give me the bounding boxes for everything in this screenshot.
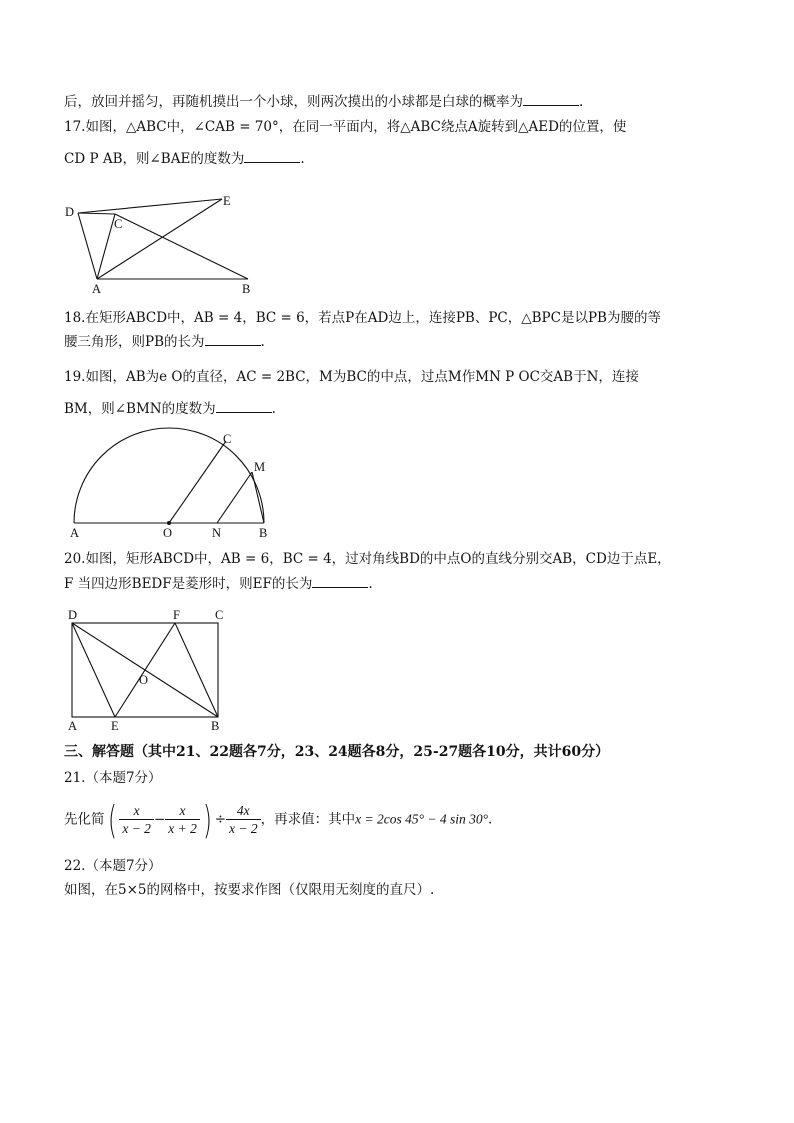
q16-text: 后，放回并摇匀，再随机摸出一个小球，则两次摸出的小球都是白球的概率为 [64, 94, 523, 110]
q18-period: . [260, 334, 265, 350]
q21-divide: ÷ [214, 811, 226, 828]
q21-left-paren: ( [107, 797, 117, 842]
q20-label-O: O [139, 673, 149, 687]
q17-line1: 17.如图，△ABC中，∠CAB = 70°，在同一平面内，将△ABC绕点A旋转到△AED的位置，使 [64, 119, 627, 135]
q20-label-C: C [215, 608, 224, 622]
q20-label-B: B [211, 719, 220, 733]
q19-line1: 19.如图，AB为e O的直径，AC = 2BC，M为BC的中点，过点M作MN P OC交AB于N，连接 [64, 369, 639, 385]
q16-tail [64, 93, 583, 111]
q20-label-D: D [68, 608, 78, 622]
q21-prefix: 先化简 [64, 811, 105, 828]
q21-fraction-2: $\frac{x}{x + 2}$ [165, 802, 200, 837]
q21-header: 21.（本题7分） [64, 770, 162, 786]
q17-period: . [300, 151, 305, 167]
q19-label-A: A [70, 526, 80, 540]
q17-line2 [64, 150, 305, 168]
q19-line2-text: BM，则∠BMN的度数为 [64, 401, 216, 417]
q20-line2 [64, 575, 373, 593]
q19-label-M: M [254, 460, 266, 474]
q18-line2 [64, 333, 265, 351]
q21-minus: − [153, 811, 166, 828]
q20-line2-text: F 当四边形BEDF是菱形时，则EF的长为 [64, 576, 313, 592]
q21-period: . [488, 811, 493, 828]
q21-fraction-3: $\frac{4x}{x - 2}$ [226, 802, 261, 837]
q19-label-O: O [163, 526, 173, 540]
q20-line1: 20.如图，矩形ABCD中，AB = 6，BC = 4，过对角线BD的中点O的直线分别交AB，CD边于点E， [64, 551, 671, 567]
q22-text: 如图，在5×5的网格中，按要求作图（仅限用无刻度的直尺）. [64, 882, 435, 898]
q22-header: 22.（本题7分） [64, 858, 162, 874]
q21-x-value: x = 2cos 45° − 4 sin 30° [355, 811, 488, 827]
q21-fraction-1: $\frac{x}{x - 2}$ [119, 802, 154, 837]
q18-line1: 18.在矩形ABCD中，AB = 4，BC = 6，若点P在AD边上，连接PB、PC，△BPC是以PB为腰的等 [64, 310, 661, 326]
q20-label-A: A [68, 719, 78, 733]
q21-suffix: ，再求值：其中 [260, 811, 356, 828]
q19-period: . [271, 401, 276, 417]
q19-label-B: B [259, 526, 268, 540]
q21-right-paren: ) [202, 797, 212, 842]
q18-line2-text: 腰三角形，则PB的长为 [64, 334, 205, 350]
q19-label-N: N [212, 526, 222, 540]
q17-label-E: E [223, 194, 231, 208]
q17-label-A: A [92, 282, 102, 296]
q16-period: . [579, 94, 584, 110]
q20-period: . [368, 576, 373, 592]
q20-answer-blank [312, 575, 368, 588]
q17-figure [60, 188, 260, 298]
q19-answer-blank [216, 400, 272, 413]
q17-label-C: C [114, 217, 123, 231]
q19-line2 [64, 400, 276, 418]
q19-label-C: C [223, 432, 232, 446]
q19-center-dot [167, 521, 171, 525]
q17-answer-blank [244, 150, 300, 163]
q20-label-E: E [111, 719, 119, 733]
q16-answer-blank [523, 93, 579, 106]
q17-label-B: B [242, 282, 251, 296]
q19-figure [62, 425, 282, 543]
q18-answer-blank [205, 333, 261, 346]
q21-expression [64, 799, 492, 840]
section3-title: 三、解答题（其中21、22题各7分，23、24题各8分，25-27题各10分，共计60分） [64, 744, 610, 760]
q17-label-D: D [65, 205, 75, 219]
q17-line2-text: CD P AB，则∠BAE的度数为 [64, 151, 245, 167]
q20-figure [60, 606, 240, 734]
q20-label-F: F [173, 608, 180, 622]
